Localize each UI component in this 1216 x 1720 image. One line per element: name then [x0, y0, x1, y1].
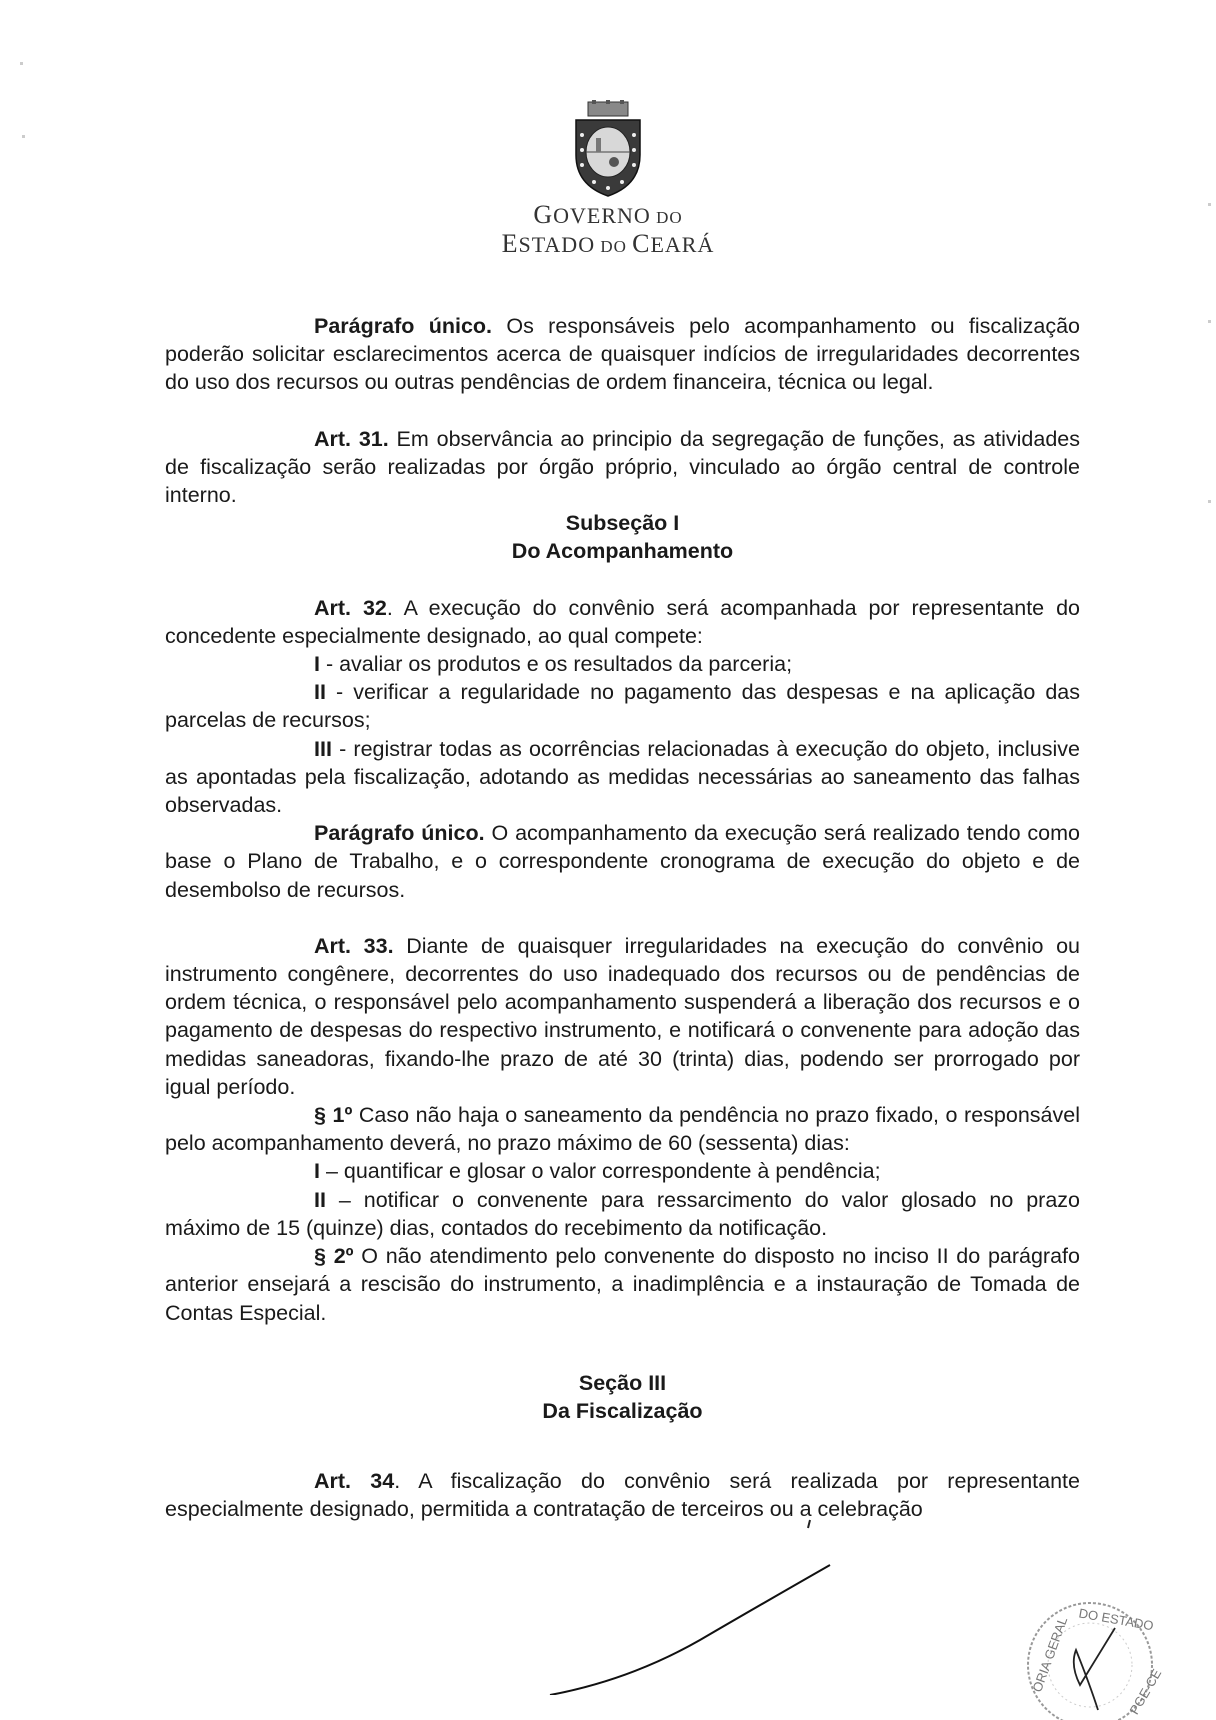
- scan-mark: [22, 135, 25, 138]
- handwritten-signature-icon: [540, 1495, 840, 1695]
- article-33-item-ii: II – notificar o convenente para ressarcimento do valor glosado no prazo máximo de 15 (quinze) dias, contados do recebimento da notificação.: [165, 1187, 1080, 1240]
- section-subtitle: Da Fiscalização: [542, 1398, 703, 1423]
- scan-mark: [20, 62, 23, 65]
- article-31: Art. 31. Em observância ao principio da segregação de funções, as atividades de fiscalização serão realizadas por órgão próprio, vinculado ao órgão central de controle interno.: [165, 426, 1080, 508]
- article-32: Art. 32. A execução do convênio será acompanhada por representante do concedente especialmente designado, ao qual compete:: [165, 595, 1080, 648]
- subsection-title: Subseção I: [565, 511, 680, 536]
- svg-text:ORIA GERAL: ORIA GERAL: [1029, 1614, 1071, 1695]
- article-32-paragrafo-unico: Parágrafo único. O acompanhamento da execução será realizado tendo como base o Plano de Trabalho, e o correspondente cronograma de execução do objeto e de desembolso de recursos.: [165, 821, 1080, 902]
- paragrafo-unico-art30: Parágrafo único. Os responsáveis pelo acompanhamento ou fiscalização poderão solicitar esclarecimentos acerca de quaisquer indícios de irregularidades decorrentes do uso dos recursos ou outras pendências de ordem financeira, técnica ou legal.: [165, 314, 1080, 395]
- official-seal-stamp-icon: [1020, 1580, 1200, 1720]
- article-32-item-iii: III - registrar todas as ocorrências relacionadas à execução do objeto, inclusive as apontadas pela fiscalização, adotando as medidas necessárias ao saneamento das falhas observadas.: [165, 736, 1080, 818]
- document-header: [0, 100, 1216, 260]
- scan-mark: [1208, 203, 1211, 206]
- article-32-item-ii: II - verificar a regularidade no pagamento das despesas e na aplicação das parcelas de recursos;: [165, 680, 1080, 733]
- svg-text:DO ESTADO: DO ESTADO: [1077, 1605, 1155, 1634]
- article-33: Art. 33. Diante de quaisquer irregularidades na execução do convênio ou instrumento congênere, decorrentes do uso inadequado dos recursos ou de pendências de ordem técnica, o responsável pelo acompanhamento suspenderá a liberação dos recursos e o pagamento de despesas do respectivo instrumento, e notificará o convenente para adoção das medidas saneadoras, fixando-lhe prazo de até 30 (trinta) dias, podendo ser prorrogado por igual período.: [165, 933, 1080, 1099]
- svg-text:PGE-CE: PGE-CE: [1126, 1666, 1165, 1717]
- article-33-paragraph-1: § 1º Caso não haja o saneamento da pendência no prazo fixado, o responsável pelo acompanhamento deverá, no prazo máximo de 60 (sessenta) dias:: [165, 1103, 1080, 1156]
- section-title: Seção III: [578, 1370, 667, 1395]
- article-33-paragraph-2: § 2º O não atendimento pelo convenente do disposto no inciso II do parágrafo anterior ensejará a rescisão do instrumento, a inadimplência e a instauração de Tomada de Contas Especial.: [165, 1244, 1080, 1325]
- article-34: Art. 34. A fiscalização do convênio será realizada por representante especialmente designado, permitida a contratação de terceiros ou a celebração: [165, 1469, 1080, 1522]
- scan-mark: [1208, 320, 1211, 323]
- article-32-item-i: I - avaliar os produtos e os resultados da parceria;: [314, 652, 793, 677]
- subsection-subtitle: Do Acompanhamento: [511, 539, 734, 564]
- document-body: [165, 312, 1080, 1524]
- scan-mark: [1208, 500, 1211, 503]
- article-33-item-i: I – quantificar e glosar o valor correspondente à pendência;: [314, 1159, 881, 1184]
- ceara-state-coat-of-arms-icon: [568, 100, 648, 200]
- government-title: GOVERNO DO ESTADO DO CEARÁ: [501, 200, 715, 258]
